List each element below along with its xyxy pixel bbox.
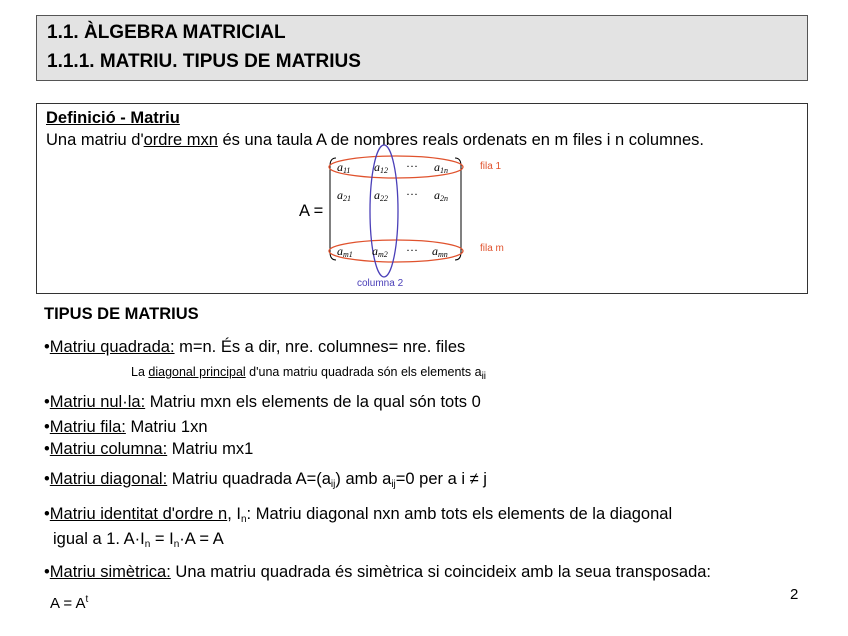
left-bracket: [330, 158, 336, 260]
page-number: 2: [790, 586, 799, 603]
entry-a2n: $a_{2n}$: [434, 188, 448, 203]
type-row: •Matriu fila: Matriu 1xn: [44, 418, 208, 436]
entry-amn: $a_{mn}$: [432, 244, 448, 259]
subsection-title: 1.1.1. MATRIU. TIPUS DE MATRIUS: [47, 51, 361, 72]
entry-dots1: ···: [406, 159, 418, 173]
label-fila-1: fila 1: [480, 161, 502, 172]
right-bracket: [455, 158, 461, 260]
label-columna-2: columna 2: [357, 278, 404, 289]
section-title: 1.1. ÀLGEBRA MATRICIAL: [47, 22, 286, 43]
symmetric-formula: $A = A^t$: [50, 594, 89, 612]
entry-dots2: ···: [406, 187, 418, 201]
entry-a1n: $a_{1n}$: [434, 160, 448, 175]
label-fila-m: fila m: [480, 243, 504, 254]
definition-text: Una matriu d'ordre mxn és una taula A de nombres reals ordenats en m files i n columnes.: [46, 131, 704, 149]
entry-am1: $a_{m1}$: [337, 244, 353, 259]
type-null: •Matriu nul·la: Matriu mxn els elements de la qual són tots 0: [44, 393, 481, 411]
diagonal-note: La diagonal principal d'una matriu quadrada són els elements $a_{ii}$: [131, 365, 487, 382]
type-identity: •Matriu identitat d'ordre n, $I_n$: Matriu diagonal nxn amb tots els elements de la diagonal: [44, 505, 673, 525]
entry-a11: $a_{11}$: [337, 160, 351, 175]
entry-a22: $a_{22}$: [374, 188, 388, 203]
types-title: TIPUS DE MATRIUS: [44, 305, 199, 323]
matrix-a-label: A =: [299, 202, 324, 220]
entry-a21: $a_{21}$: [337, 188, 351, 203]
entry-am2: $a_{m2}$: [372, 244, 388, 259]
type-column: •Matriu columna: Matriu mx1: [44, 440, 254, 458]
entry-dots3: ···: [406, 243, 418, 257]
identity-line2: igual a 1. $A\cdot I_n = I_n\cdot A = A$: [53, 530, 224, 550]
type-symmetric: •Matriu simètrica: Una matriu quadrada és simètrica si coincideix amb la seua transposada:: [44, 563, 712, 581]
type-diagonal: •Matriu diagonal: Matriu quadrada $A=(a_{ij})$ amb $a_{ij}=0$ per a i ≠ j: [44, 470, 487, 490]
type-square: •Matriu quadrada: m=n. És a dir, nre. columnes= nre. files: [44, 338, 466, 356]
definition-title: Definició - Matriu: [46, 109, 180, 127]
entry-a12: $a_{12}$: [374, 160, 388, 175]
order-link: ordre mxn: [143, 131, 218, 149]
